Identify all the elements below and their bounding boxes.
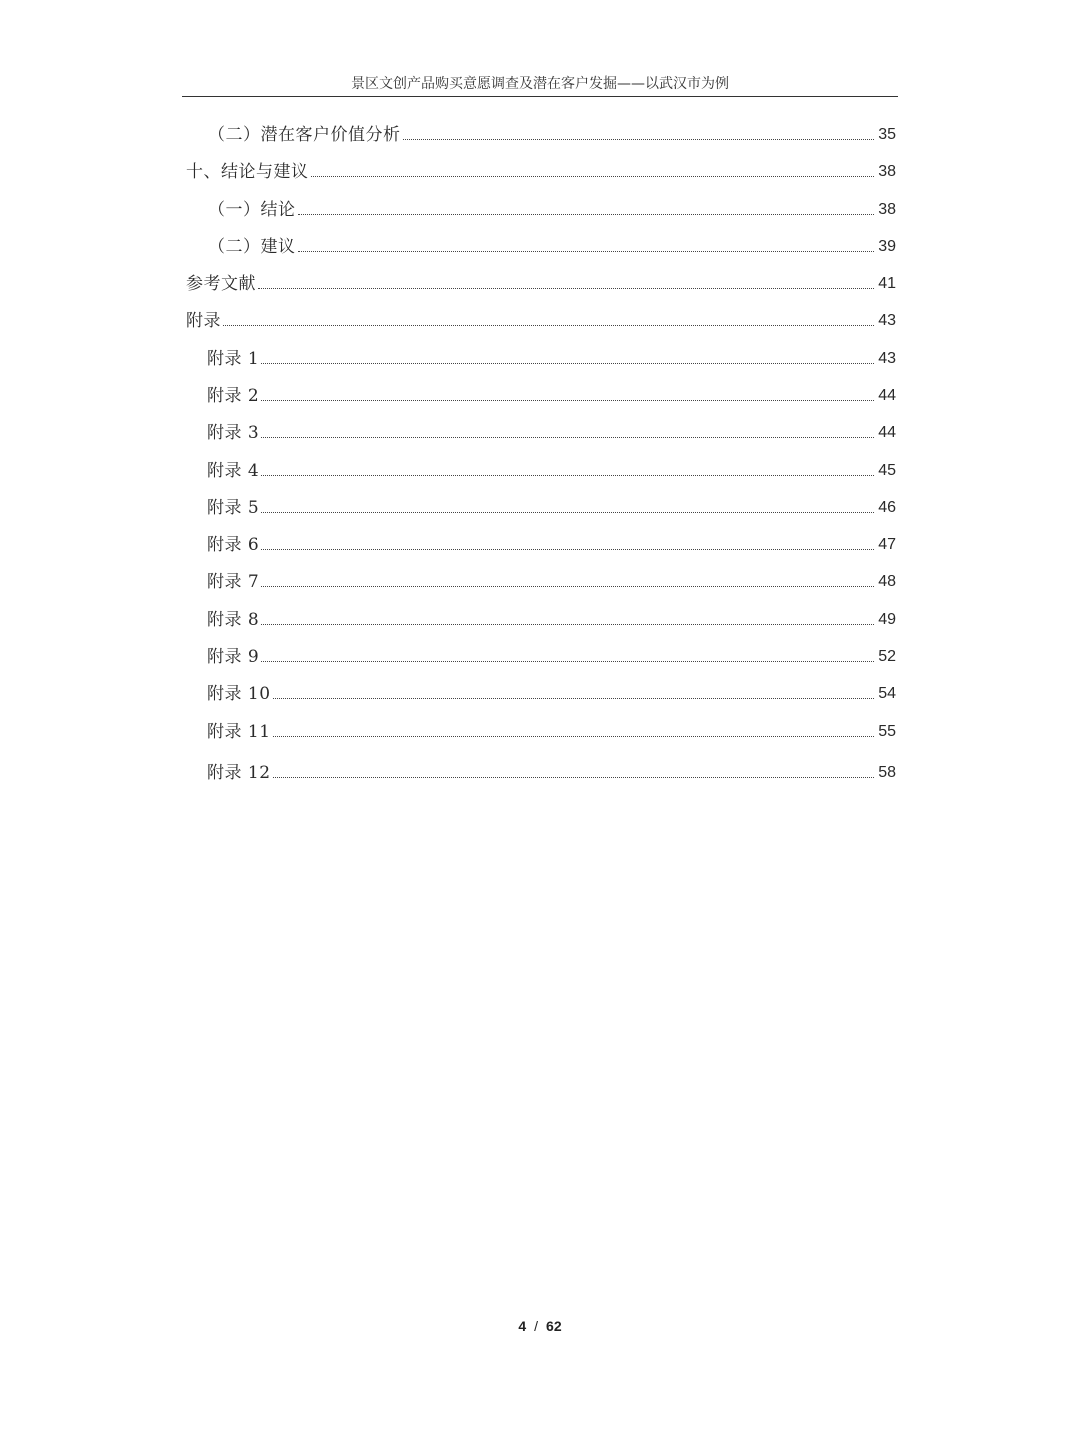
dot-leader: [298, 250, 875, 252]
dot-leader: [273, 776, 875, 778]
toc-entry-label: 附录 3: [207, 423, 260, 443]
toc-entry-label: 附录 11: [207, 722, 271, 742]
toc-entry[interactable]: [186, 157, 896, 183]
toc-entry-label: 附录 7: [207, 572, 260, 592]
dot-leader: [261, 548, 874, 550]
toc-entry-page: 45: [878, 462, 896, 479]
toc-entry-label: 附录 2: [207, 386, 260, 406]
page-header: [182, 74, 898, 97]
dot-leader: [261, 474, 874, 476]
toc-entry-label: 附录 8: [207, 610, 260, 630]
dot-leader: [298, 213, 875, 215]
toc-entry[interactable]: [208, 195, 896, 221]
toc-entry[interactable]: [207, 642, 896, 668]
toc-entry-label: 十、结论与建议: [186, 162, 309, 182]
dot-leader: [223, 324, 874, 326]
toc-entry[interactable]: [207, 381, 896, 407]
page-number-footer: [0, 1318, 1080, 1334]
toc-entry[interactable]: [186, 269, 896, 295]
toc-entry-page: 43: [878, 312, 896, 329]
dot-leader: [261, 511, 874, 513]
page-separator: /: [534, 1318, 539, 1334]
dot-leader: [261, 362, 874, 364]
toc-entry-label: （二）建议: [208, 237, 296, 257]
toc-entry[interactable]: [208, 232, 896, 258]
toc-entry-page: 41: [878, 275, 896, 292]
toc-entry-page: 54: [878, 685, 896, 702]
toc-entry-label: 参考文献: [186, 274, 256, 294]
toc-entry[interactable]: [207, 530, 896, 556]
toc-entry-page: 39: [878, 238, 896, 255]
dot-leader: [261, 436, 874, 438]
toc-entry-page: 47: [878, 536, 896, 553]
toc-entry-page: 58: [878, 764, 896, 781]
toc-entry-page: 38: [878, 201, 896, 218]
toc-entry[interactable]: [207, 418, 896, 444]
document-running-title: 景区文创产品购买意愿调查及潜在客户发掘——以武汉市为例: [351, 76, 729, 92]
toc-entry-label: 附录 10: [207, 684, 271, 704]
total-page-count: 62: [546, 1318, 562, 1334]
toc-entry-label: 附录 4: [207, 461, 260, 481]
toc-entry-page: 44: [878, 424, 896, 441]
toc-entry[interactable]: [208, 120, 896, 146]
dot-leader: [261, 623, 874, 625]
toc-entry[interactable]: [207, 567, 896, 593]
toc-entry-page: 46: [878, 499, 896, 516]
toc-entry-page: 44: [878, 387, 896, 404]
dot-leader: [403, 138, 875, 140]
toc-entry-label: （二）潜在客户价值分析: [208, 125, 401, 145]
toc-entry[interactable]: [207, 717, 896, 743]
dot-leader: [261, 660, 874, 662]
toc-entry-page: 35: [878, 126, 896, 143]
toc-entry[interactable]: [207, 605, 896, 631]
toc-entry-label: 附录 5: [207, 498, 260, 518]
toc-entry-page: 55: [878, 723, 896, 740]
toc-entry-label: 附录: [186, 311, 221, 331]
toc-entry-label: 附录 9: [207, 647, 260, 667]
toc-entry[interactable]: [186, 306, 896, 332]
toc-entry-label: （一）结论: [208, 200, 296, 220]
dot-leader: [311, 175, 875, 177]
dot-leader: [273, 735, 875, 737]
toc-entry-label: 附录 1: [207, 349, 260, 369]
toc-entry[interactable]: [207, 758, 896, 784]
toc-entry[interactable]: [207, 679, 896, 705]
current-page-number: 4: [518, 1318, 527, 1334]
toc-entry-page: 48: [878, 573, 896, 590]
dot-leader: [261, 399, 874, 401]
toc-entry-page: 52: [878, 648, 896, 665]
toc-entry-page: 43: [878, 350, 896, 367]
toc-entry-label: 附录 12: [207, 763, 271, 783]
toc-entry-page: 38: [878, 163, 896, 180]
dot-leader: [273, 697, 875, 699]
toc-entry[interactable]: [207, 344, 896, 370]
dot-leader: [258, 287, 874, 289]
toc-entry-label: 附录 6: [207, 535, 260, 555]
toc-entry[interactable]: [207, 493, 896, 519]
toc-entry-page: 49: [878, 611, 896, 628]
toc-entry[interactable]: [207, 456, 896, 482]
dot-leader: [261, 585, 874, 587]
